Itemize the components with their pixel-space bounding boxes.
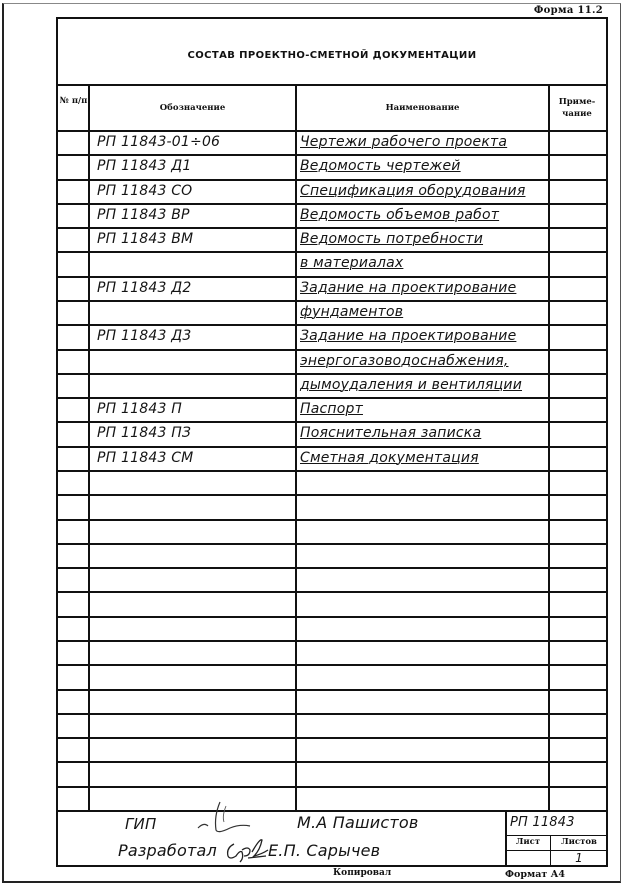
row-name: Пояснительная записка [300, 425, 482, 442]
sheets-label: Листов [561, 837, 597, 847]
row-divider [56, 494, 608, 496]
title-divider [56, 84, 608, 86]
row-divider [56, 664, 608, 666]
row-designation: РП 11843 Д3 [97, 328, 192, 345]
row-designation: РП 11843 ВР [97, 206, 190, 223]
header-divider [56, 130, 608, 132]
row-divider [56, 349, 608, 351]
row-divider [56, 519, 608, 521]
row-divider [56, 324, 608, 326]
row-designation: РП 11843 СО [97, 182, 193, 199]
header-number: № п/п [59, 96, 88, 106]
header-name: Наименование [385, 103, 460, 113]
gip-signature [190, 798, 260, 838]
row-divider [56, 276, 608, 278]
row-divider [56, 373, 608, 375]
row-divider [56, 737, 608, 739]
row-designation: РП 11843 ПЗ [97, 425, 192, 442]
row-divider [56, 713, 608, 715]
row-divider [56, 300, 608, 302]
form-label: Форма 11.2 [533, 5, 603, 16]
developer-name: Е.П. Сарычев [268, 841, 381, 860]
row-name: Сметная документация [300, 449, 479, 466]
row-divider [56, 470, 608, 472]
row-divider [56, 786, 608, 788]
row-divider [56, 543, 608, 545]
row-divider [56, 203, 608, 205]
row-name: Задание на проектирование [300, 279, 517, 296]
row-divider [56, 421, 608, 423]
row-name: фундаментов [300, 304, 404, 320]
row-designation: РП 11843 СМ [97, 449, 194, 466]
row-divider [56, 446, 608, 448]
row-designation: РП 11843 П [97, 401, 182, 418]
row-divider [56, 567, 608, 569]
format-label: Формат А4 [505, 869, 565, 880]
footer-divider [56, 810, 608, 812]
row-name: дымоудаления и вентиляции [300, 376, 523, 393]
footer-code-divider [505, 835, 607, 836]
header-note: Приме- чание [558, 97, 596, 119]
row-designation: РП 11843 Д1 [97, 158, 192, 175]
row-divider [56, 689, 608, 691]
row-name: Чертежи рабочего проекта [300, 134, 508, 150]
sheets-value: 1 [575, 851, 583, 865]
row-name: энергогазоводоснабжения, [300, 352, 509, 369]
row-divider [56, 640, 608, 642]
row-name: Спецификация оборудования [300, 182, 526, 199]
row-name: Задание на проектирование [300, 328, 517, 345]
row-divider [56, 179, 608, 181]
row-divider [56, 591, 608, 593]
copied-label: Копировал [333, 868, 392, 878]
row-divider [56, 616, 608, 618]
row-divider [56, 227, 608, 229]
document-title: СОСТАВ ПРОЕКТНО-СМЕТНОЙ ДОКУМЕНТАЦИИ [187, 50, 477, 61]
row-name: в материалах [300, 255, 404, 272]
row-designation: РП 11843-01÷06 [97, 134, 221, 150]
gip-label: ГИП [125, 815, 157, 833]
row-divider [56, 154, 608, 156]
row-name: Ведомость объемов работ [300, 206, 500, 223]
row-divider [56, 251, 608, 253]
row-name: Ведомость чертежей [300, 158, 461, 175]
row-name: Паспорт [300, 401, 363, 418]
header-designation: Обозначение [159, 103, 226, 113]
document-code: РП 11843 [510, 815, 575, 830]
row-name: Ведомость потребности [300, 231, 484, 248]
row-designation: РП 11843 Д2 [97, 279, 192, 296]
gip-name: М.А Пашистов [297, 813, 419, 832]
row-designation: РП 11843 ВМ [97, 231, 194, 248]
developer-label: Разработал [118, 841, 217, 860]
developer-signature [226, 838, 270, 864]
sheet-label: Лист [515, 837, 541, 847]
row-divider [56, 397, 608, 399]
row-divider [56, 761, 608, 763]
